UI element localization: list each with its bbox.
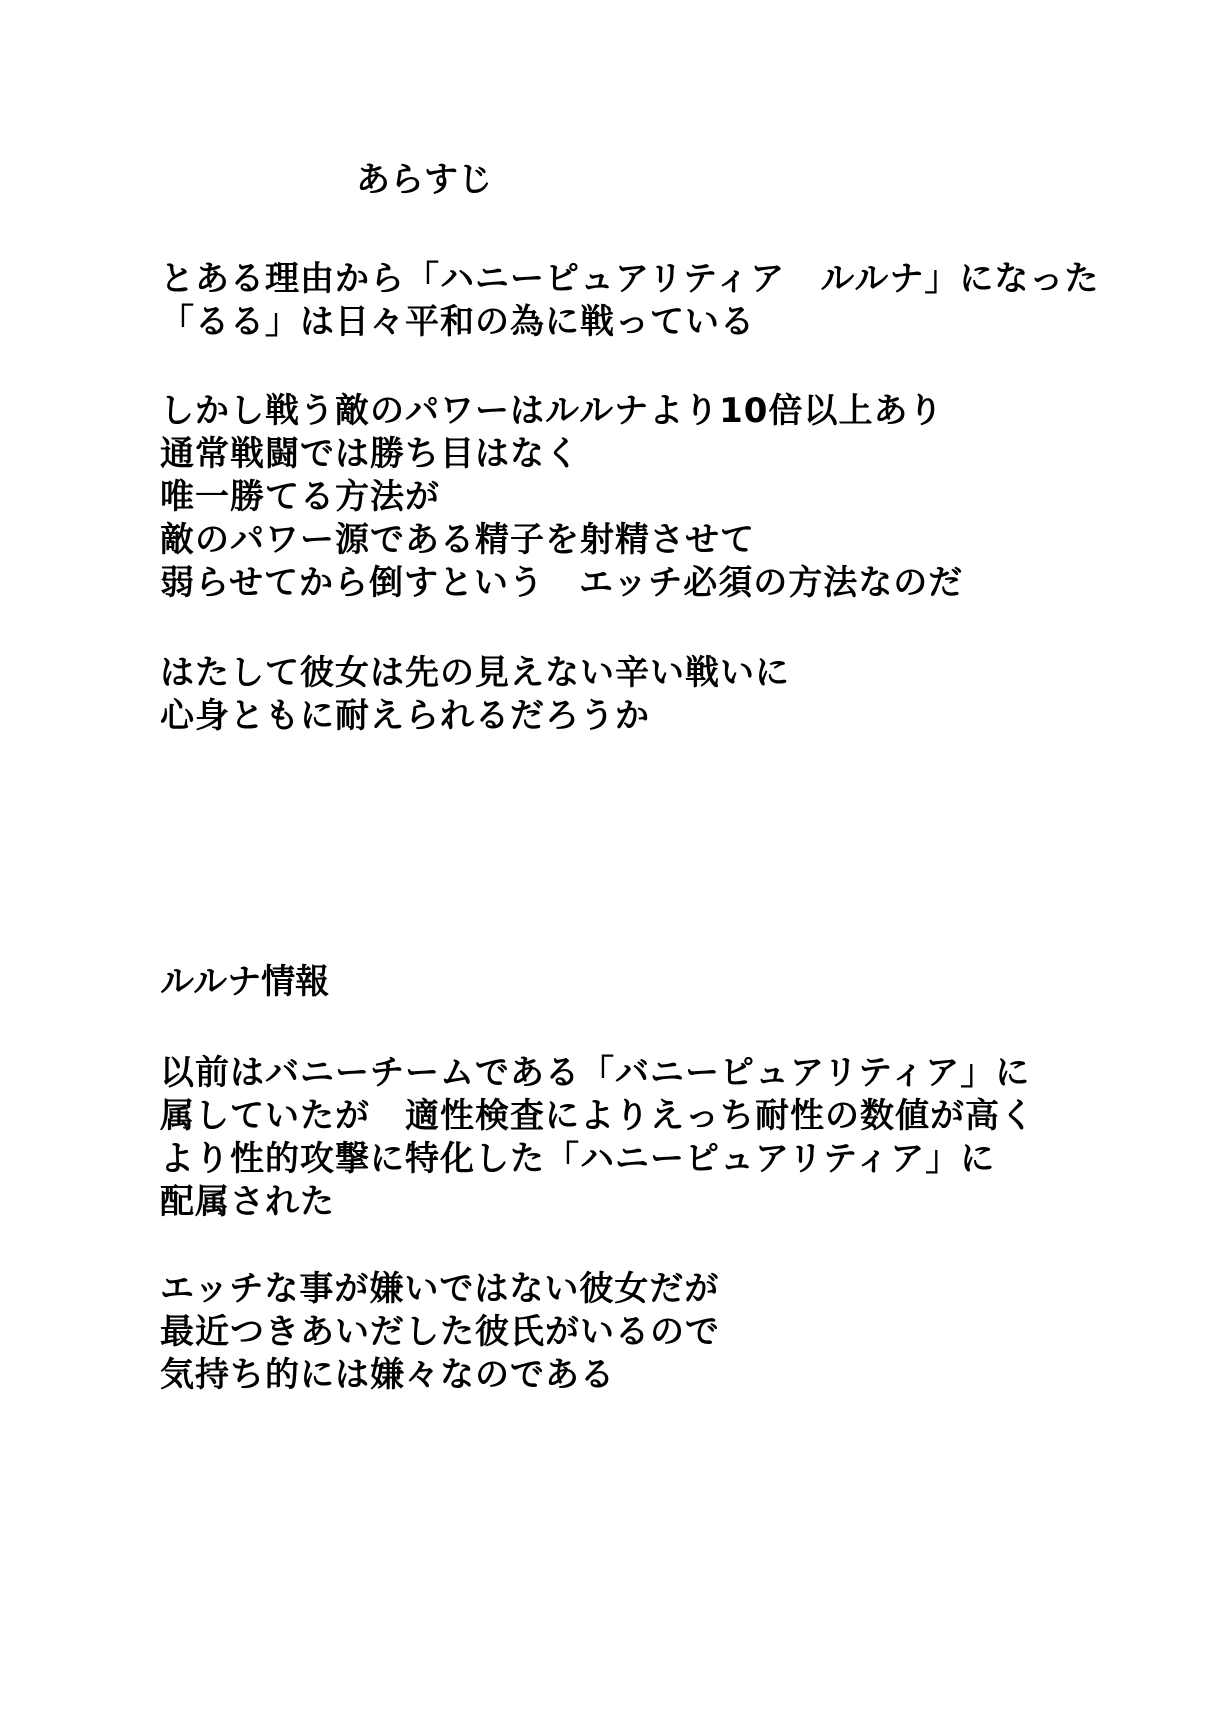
synopsis-paragraph-2 xyxy=(160,390,963,605)
info-paragraph-2 xyxy=(160,1268,720,1397)
synopsis-title: あらすじ xyxy=(356,160,492,200)
info-paragraph-1 xyxy=(160,1052,1035,1224)
text-line: 配属された xyxy=(160,1182,335,1222)
text-line: はたして彼女は先の見えない辛い戦いに xyxy=(160,653,790,693)
synopsis-paragraph-3 xyxy=(160,652,790,738)
text-line: 唯一勝てる方法が xyxy=(160,477,440,517)
info-title: ルルナ情報 xyxy=(160,962,330,1002)
text-line: しかし戦う敵のパワーはルルナより10倍以上あり xyxy=(160,391,944,431)
text-line: エッチな事が嫌いではない彼女だが xyxy=(160,1269,720,1309)
text-line: 最近つきあいだした彼氏がいるので xyxy=(160,1312,720,1352)
text-line: 気持ち的には嫌々なのである xyxy=(160,1355,615,1395)
text-line: 通常戦闘では勝ち目はなく xyxy=(160,434,580,474)
text-line: 敵のパワー源である精子を射精させて xyxy=(160,520,755,560)
text-line: 心身ともに耐えられるだろうか xyxy=(160,696,650,736)
text-line: 「るる」は日々平和の為に戦っている xyxy=(160,302,755,342)
text-line: 属していたが 適性検査によりえっち耐性の数値が高く xyxy=(160,1096,1035,1136)
text-line: とある理由から「ハニーピュアリティア ルルナ」になった xyxy=(160,259,1100,299)
text-line: より性的攻撃に特化した「ハニーピュアリティア」に xyxy=(160,1139,996,1179)
text-line: 以前はバニーチームである「バニーピュアリティア」に xyxy=(160,1053,1031,1093)
text-line: 弱らせてから倒すという エッチ必須の方法なのだ xyxy=(160,563,964,603)
synopsis-paragraph-1 xyxy=(160,258,1099,344)
